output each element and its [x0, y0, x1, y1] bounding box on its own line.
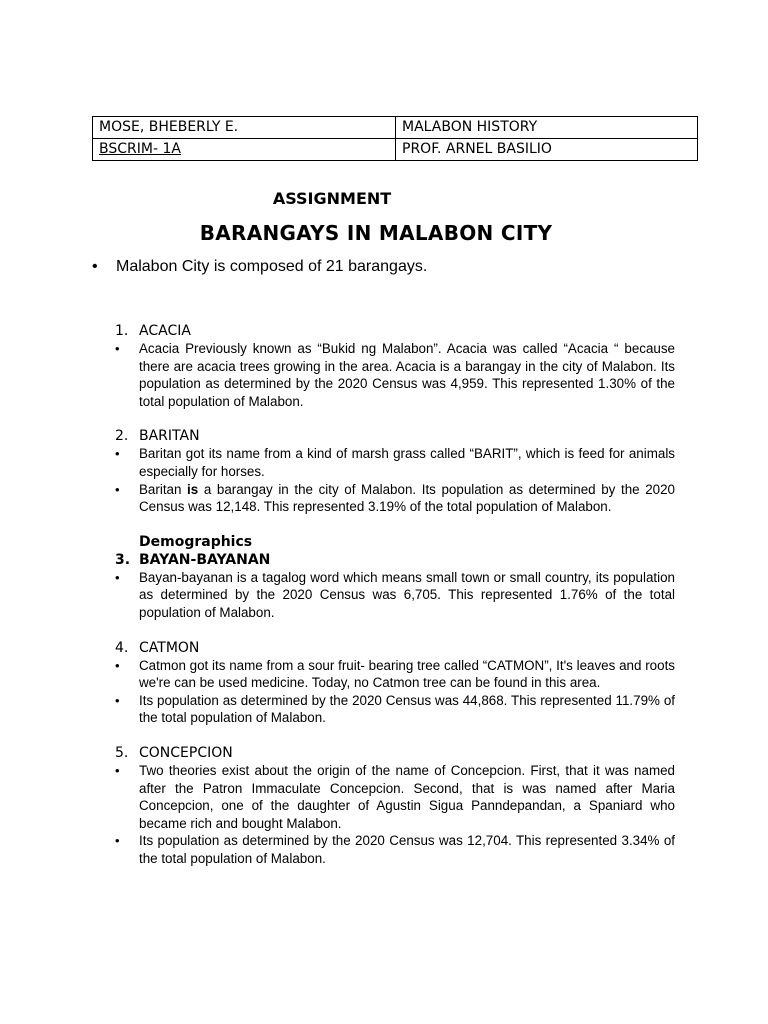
bullet-icon: • — [115, 481, 120, 497]
bullet-list — [115, 657, 675, 727]
section-name: CONCEPCION — [139, 744, 233, 761]
section-number: 4. — [115, 639, 129, 656]
header-row — [93, 117, 698, 139]
list-item — [115, 762, 675, 832]
barangay-list — [115, 322, 675, 867]
bullet-icon: • — [115, 341, 120, 356]
bullet-text-bold: is — [187, 481, 199, 497]
bullet-icon: • — [115, 762, 120, 778]
bullet-icon: • — [115, 692, 120, 708]
list-item — [115, 569, 675, 622]
bullet-text: Acacia Previously known as “Bukid ng Malabon”. Acacia was called “Acacia “ because there are acacia trees growing in the area. Acacia is a barangay in the city of Malabon. Its population as determined by the 2020 Census was 4,959. This represented 1.30% of the total population of Malabon. — [139, 341, 675, 409]
section-name: CATMON — [139, 639, 200, 656]
bullet-text: Bayan-bayanan is a tagalog word which means small town or small country, its population as determined by the 2020 Census was 6,705. This represented 1.76% of the total population of Malabon. — [139, 569, 675, 620]
list-item — [115, 340, 675, 410]
assignment-title: ASSIGNMENT — [272, 189, 392, 208]
list-item — [115, 481, 675, 516]
list-item — [115, 832, 675, 867]
intro-line — [92, 258, 427, 276]
section-heading-baritan — [115, 427, 675, 445]
bullet-text: Its population as determined by the 2020 Census was 44,868. This represented 11.79% of the total population of Malabon. — [139, 692, 675, 726]
section-name: ACACIA — [139, 323, 191, 339]
section-heading-concepcion — [115, 744, 675, 762]
section-name: BARITAN — [139, 428, 200, 445]
course — [93, 139, 396, 161]
section-heading-bayan-bayanan — [115, 551, 675, 569]
bullet-list — [115, 569, 675, 622]
section-number: 5. — [115, 744, 129, 761]
section-name: BAYAN-BAYANAN — [139, 551, 271, 568]
section-number: 3. — [115, 551, 131, 568]
section-number: 1. — [115, 323, 129, 339]
bullet-text: Baritan got its name from a kind of marsh grass called “BARIT”, which is feed for animals especially for horses. — [139, 446, 675, 479]
section-heading-acacia — [115, 322, 675, 340]
list-item — [115, 445, 675, 480]
student-name: MOSE, BHEBERLY E. — [93, 117, 396, 139]
bullet-text: a barangay in the city of Malabon. Its population as determined by the 2020 Census was 12,148. This represented 3.19% of the total population of Malabon. — [139, 481, 675, 515]
course-text: BSCRIM- 1A — [99, 141, 181, 157]
bullet-text: Its population as determined by the 2020 Census was 12,704. This represented 3.34% of the total population of Malabon. — [139, 833, 675, 866]
bullet-icon: • — [115, 569, 120, 585]
section-number: 2. — [115, 428, 129, 445]
page-title: BARANGAYS IN MALABON CITY — [199, 221, 553, 245]
list-item — [115, 692, 675, 727]
professor: PROF. ARNEL BASILIO — [396, 139, 698, 161]
bullet-text: Catmon got its name from a sour fruit- bearing tree called “CATMON”, It's leaves and roots we're can be used medicine. Today, no Catmon tree can be found in this area. — [139, 657, 675, 691]
demographics-heading: Demographics — [139, 533, 253, 550]
section-heading-catmon — [115, 639, 675, 657]
list-item — [115, 657, 675, 692]
bullet-icon: • — [115, 833, 120, 849]
bullet-text-prefix: Baritan — [139, 481, 188, 497]
intro-text: Malabon City is composed of 21 barangays. — [116, 258, 428, 275]
bullet-text: Two theories exist about the origin of the name of Concepcion. First, that it was named after the Patron Immaculate Concepcion. Second, that is was named after Maria Concepcion, one of the daughter of Agustin Sigua Panndepandan, a Spaniard who became rich and bought Malabon. — [139, 762, 675, 831]
header-table — [92, 116, 698, 161]
bullet-icon: • — [115, 446, 120, 462]
bullet-icon: • — [92, 258, 98, 275]
bullet-list — [115, 762, 675, 868]
header-row — [93, 139, 698, 161]
subject: MALABON HISTORY — [396, 117, 698, 139]
bullet-list — [115, 445, 675, 515]
bullet-list — [115, 340, 675, 410]
bullet-icon: • — [115, 657, 120, 673]
